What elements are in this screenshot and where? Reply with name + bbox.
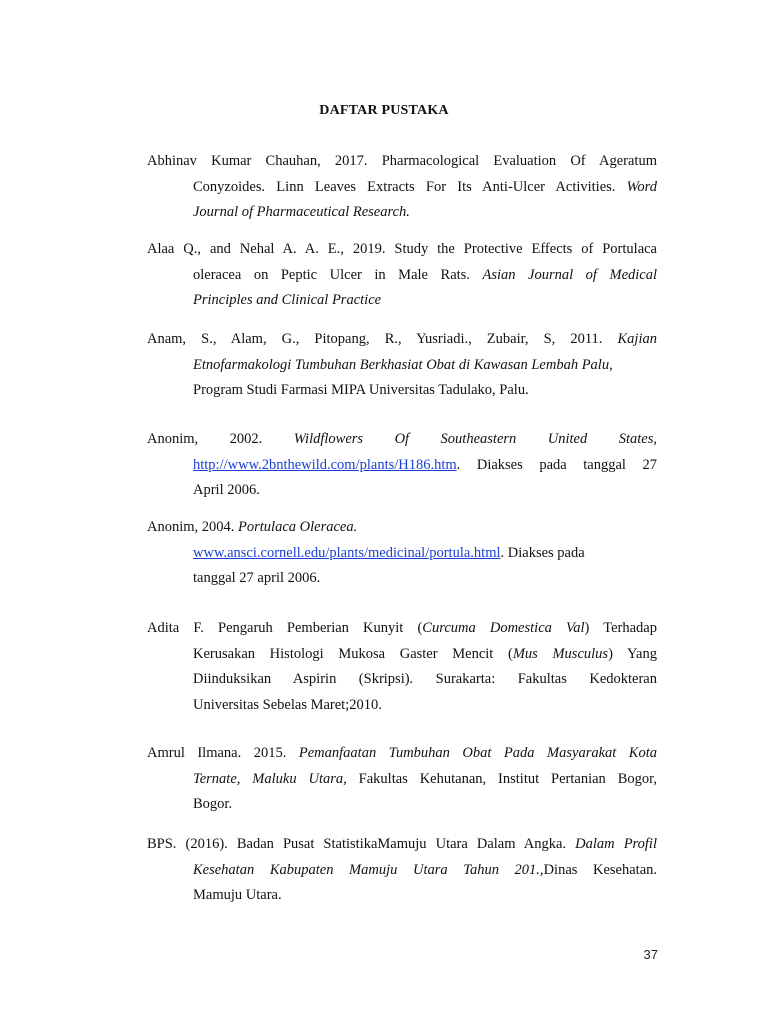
reference-line <box>147 883 657 909</box>
reference-entry <box>147 237 657 314</box>
reference-line <box>147 792 657 818</box>
reference-text: Program Studi Farmasi MIPA Universitas Tadulako, Palu. <box>193 382 529 398</box>
reference-text: Dinas Kesehatan. <box>543 861 658 878</box>
reference-line <box>147 378 657 404</box>
reference-url-link[interactable]: http://www.2bnthewild.com/plants/H186.htm <box>193 456 457 473</box>
reference-text: Bogor. <box>193 796 233 812</box>
reference-text: . Diakses pada tanggal 27 <box>456 456 657 473</box>
reference-line <box>147 858 657 884</box>
book-title: Ternate, Maluku Utara, <box>193 770 347 787</box>
reference-text: April 2006. <box>193 482 260 498</box>
reference-text: BPS. (2016). Badan Pusat StatistikaMamuju Utara Dalam Angka. <box>147 836 567 852</box>
page-number: 37 <box>643 947 658 962</box>
reference-entry <box>147 515 657 592</box>
species-name: Mus Musculus <box>512 645 609 662</box>
reference-text: Conyzoides. Linn Leaves Extracts For Its Anti-Ulcer Activities. <box>193 178 616 195</box>
reference-line <box>147 175 657 201</box>
reference-text: Universitas Sebelas Maret;2010. <box>193 696 382 713</box>
journal-title: Word <box>626 178 657 195</box>
reference-entry <box>147 327 657 404</box>
reference-text: Abhinav Kumar Chauhan, 2017. Pharmacological Evaluation Of Ageratum <box>147 153 657 169</box>
reference-line <box>147 832 657 858</box>
reference-line <box>147 541 657 567</box>
reference-entry <box>147 427 657 504</box>
reference-line <box>147 616 657 642</box>
reference-entry <box>147 149 657 226</box>
reference-line <box>147 478 657 504</box>
reference-line <box>147 288 657 314</box>
reference-text: Anonim, 2002. <box>147 431 263 447</box>
reference-line <box>147 642 657 668</box>
reference-line <box>147 263 657 289</box>
reference-url-link[interactable]: www.ansci.cornell.edu/plants/medicinal/portula.html <box>193 544 501 561</box>
reference-text: oleracea on Peptic Ulcer in Male Rats. <box>193 266 470 283</box>
reference-entry <box>147 741 657 818</box>
reference-entry <box>147 832 657 909</box>
reference-line <box>147 693 657 719</box>
page-title: DAFTAR PUSTAKA <box>319 103 449 118</box>
book-title: Kesehatan Kabupaten Mamuju Utara Tahun 201., <box>193 861 544 878</box>
reference-line <box>147 200 657 226</box>
book-title: Pemanfaatan Tumbuhan Obat Pada Masyarakat Kota <box>298 745 657 761</box>
book-title: Portulaca Oleracea. <box>238 519 358 535</box>
reference-line <box>147 327 657 353</box>
journal-title: Asian Journal of Medical <box>482 266 657 283</box>
reference-text: Amrul Ilmana. 2015. <box>147 745 287 761</box>
reference-line <box>147 767 657 793</box>
reference-line <box>147 427 657 453</box>
reference-line <box>147 667 657 693</box>
journal-title: Journal of Pharmaceutical Research. <box>193 204 410 220</box>
reference-text: ) Yang <box>608 645 657 662</box>
reference-text: Mamuju Utara. <box>193 887 282 903</box>
reference-line <box>147 515 657 541</box>
reference-text: ) Terhadap <box>584 620 657 636</box>
reference-text: Diinduksikan Aspirin (Skripsi). Surakarta: Fakultas Kedokteran <box>193 671 657 687</box>
book-title: Etnofarmakologi Tumbuhan Berkhasiat Obat di Kawasan Lembah Palu, <box>193 356 613 373</box>
reference-text: tanggal 27 april 2006. <box>193 570 321 586</box>
reference-line <box>147 566 657 592</box>
reference-line <box>147 453 657 479</box>
reference-line <box>147 237 657 263</box>
reference-text: Anam, S., Alam, G., Pitopang, R., Yusriadi., Zubair, S, 2011. <box>147 331 603 347</box>
reference-entry <box>147 616 657 718</box>
reference-text: Alaa Q., and Nehal A. A. E., 2019. Study the Protective Effects of Portulaca <box>147 241 657 257</box>
reference-text: Adita F. Pengaruh Pemberian Kunyit ( <box>147 620 423 636</box>
book-title: Dalam Profil <box>575 836 657 852</box>
reference-text: Fakultas Kehutanan, Institut Pertanian Bogor, <box>358 770 657 787</box>
book-title: Kajian <box>617 331 657 347</box>
reference-text: . Diakses pada <box>500 544 585 561</box>
book-title: Wildflowers Of Southeastern United States, <box>293 431 657 447</box>
reference-line <box>147 353 657 379</box>
reference-text: Anonim, 2004. <box>147 519 235 535</box>
journal-title: Principles and Clinical Practice <box>193 292 382 308</box>
reference-line <box>147 741 657 767</box>
species-name: Curcuma Domestica Val <box>422 620 585 636</box>
reference-text: Kerusakan Histologi Mukosa Gaster Mencit ( <box>193 645 513 662</box>
reference-line <box>147 149 657 175</box>
